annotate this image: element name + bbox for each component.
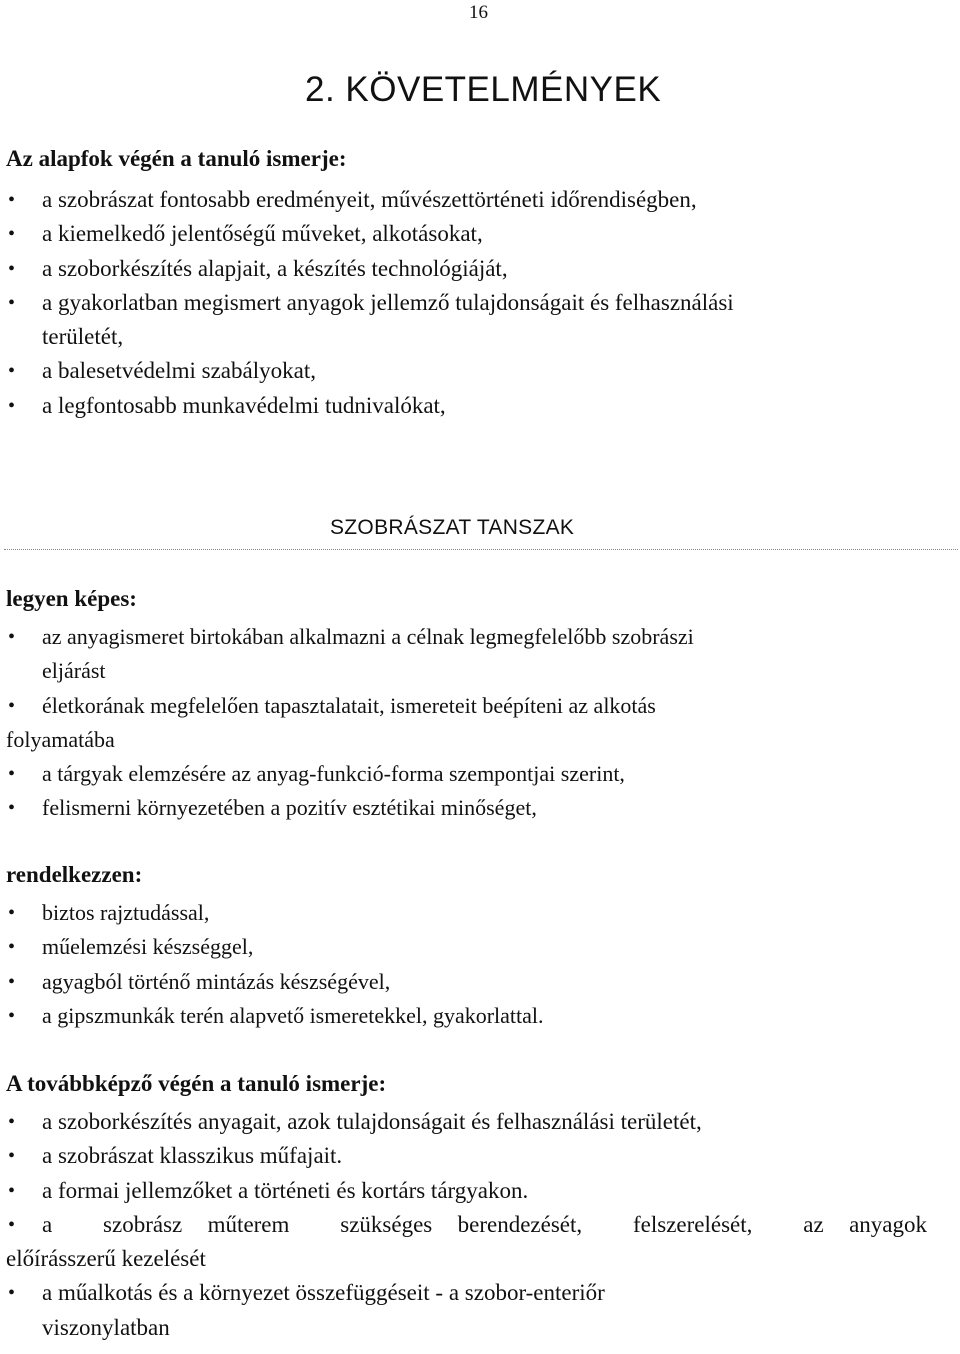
list-rendelkezzen <box>0 896 950 1033</box>
bullet-icon: • <box>8 360 16 383</box>
list-item <box>0 620 950 689</box>
bullet-icon: • <box>8 257 16 280</box>
bullet-icon: • <box>8 936 16 959</box>
list-item <box>0 930 950 964</box>
bullet-icon: • <box>8 223 16 246</box>
list-item <box>0 1276 950 1345</box>
list-item-text: a gipszmunkák terén alapvető ismeretekkel, gyakorlattal. <box>42 1002 544 1028</box>
bullet-icon: • <box>8 970 16 993</box>
list-item <box>0 1174 950 1208</box>
list-item <box>0 791 950 825</box>
bullet-icon: • <box>8 797 16 820</box>
bullet-icon: • <box>8 763 16 786</box>
list-item-text: a tárgyak elemzésére az anyag-funkció-forma szempontjai szerint, <box>42 761 625 787</box>
list-item-continuation: eljárást <box>42 658 106 684</box>
list-item-text: a szoborkészítés anyagait, azok tulajdonságait és felhasználási területét, <box>42 1109 702 1134</box>
list-item-text: a balesetvédelmi szabályokat, <box>42 358 316 384</box>
bullet-icon: • <box>8 1213 16 1236</box>
list-item-text: életkorának megfelelően tapasztalatait, ismereteit beépíteni az alkotás <box>42 692 656 718</box>
running-header: SZOBRÁSZAT TANSZAK <box>330 516 575 539</box>
list-item <box>0 999 950 1033</box>
list-alapfok-ismerje <box>0 183 950 423</box>
list-item-text: felismerni környezetében a pozitív esztétikai minőséget, <box>42 795 537 821</box>
list-item <box>0 1208 950 1277</box>
list-item <box>0 217 950 251</box>
bullet-icon: • <box>8 694 16 717</box>
bullet-icon: • <box>8 1179 16 1202</box>
bullet-icon: • <box>8 189 16 211</box>
list-item <box>0 183 950 217</box>
list-item <box>0 389 950 423</box>
list-item <box>0 354 950 388</box>
bullet-icon: • <box>8 902 16 924</box>
list-tovabbkepzo-ismerje <box>0 1105 950 1345</box>
list-item <box>0 757 950 791</box>
page-title: 2. KÖVETELMÉNYEK <box>305 70 662 109</box>
list-item-continuation: területét, <box>42 324 124 350</box>
list-item <box>0 965 950 999</box>
header-divider <box>4 549 958 550</box>
bullet-icon: • <box>8 1111 16 1133</box>
bullet-icon: • <box>8 291 16 314</box>
list-item-text: a legfontosabb munkavédelmi tudnivalókat, <box>42 392 446 418</box>
list-legyen-kepes <box>0 620 950 826</box>
bullet-icon: • <box>8 1145 16 1168</box>
list-item-text: a szobrászat fontosabb eredményeit, művészettörténeti időrendiségben, <box>42 187 697 212</box>
list-item-text: a szobrász műterem szükséges berendezését, felszerelését, az anyagok <box>42 1211 927 1237</box>
list-item-text: műelemzési készséggel, <box>42 934 254 960</box>
list-item <box>0 896 950 930</box>
bullet-icon: • <box>8 1282 16 1305</box>
list-item-text: a szobrászat klasszikus műfajait. <box>42 1143 343 1169</box>
list-item-text: biztos rajztudással, <box>42 900 210 925</box>
list-item-continuation: előírásszerű kezelését <box>6 1246 206 1272</box>
list-item <box>0 1105 950 1139</box>
list-item-text: a kiemelkedő jelentőségű műveket, alkotásokat, <box>42 221 483 247</box>
list-item-text: a gyakorlatban megismert anyagok jellemző tulajdonságait és felhasználási <box>42 289 734 315</box>
section-heading-rendelkezzen: rendelkezzen: <box>6 862 143 887</box>
list-item-text: az anyagismeret birtokában alkalmazni a célnak legmegfelelőbb szobrászi <box>42 624 694 649</box>
section-heading-alapfok: Az alapfok végén a tanuló ismerje: <box>6 146 347 171</box>
list-item <box>0 689 950 758</box>
list-item-continuation: folyamatába <box>6 726 115 752</box>
list-item-continuation: viszonylatban <box>42 1314 170 1340</box>
section-heading-tovabbkepzo: A továbbképző végén a tanuló ismerje: <box>6 1071 387 1096</box>
list-item <box>0 1139 950 1173</box>
list-item-text: a formai jellemzőket a történeti és kortárs tárgyakon. <box>42 1177 529 1203</box>
bullet-icon: • <box>8 1004 16 1027</box>
bullet-icon: • <box>8 626 16 648</box>
list-item-text: a szoborkészítés alapjait, a készítés technológiáját, <box>42 255 508 281</box>
list-item <box>0 252 950 286</box>
list-item-text: agyagból történő mintázás készségével, <box>42 968 391 994</box>
list-item <box>0 286 950 355</box>
section-heading-legyen-kepes: legyen képes: <box>6 586 137 611</box>
list-item-text: a műalkotás és a környezet összefüggéseit - a szobor-enteriőr <box>42 1280 605 1306</box>
bullet-icon: • <box>8 394 16 417</box>
page-number: 16 <box>469 2 488 23</box>
